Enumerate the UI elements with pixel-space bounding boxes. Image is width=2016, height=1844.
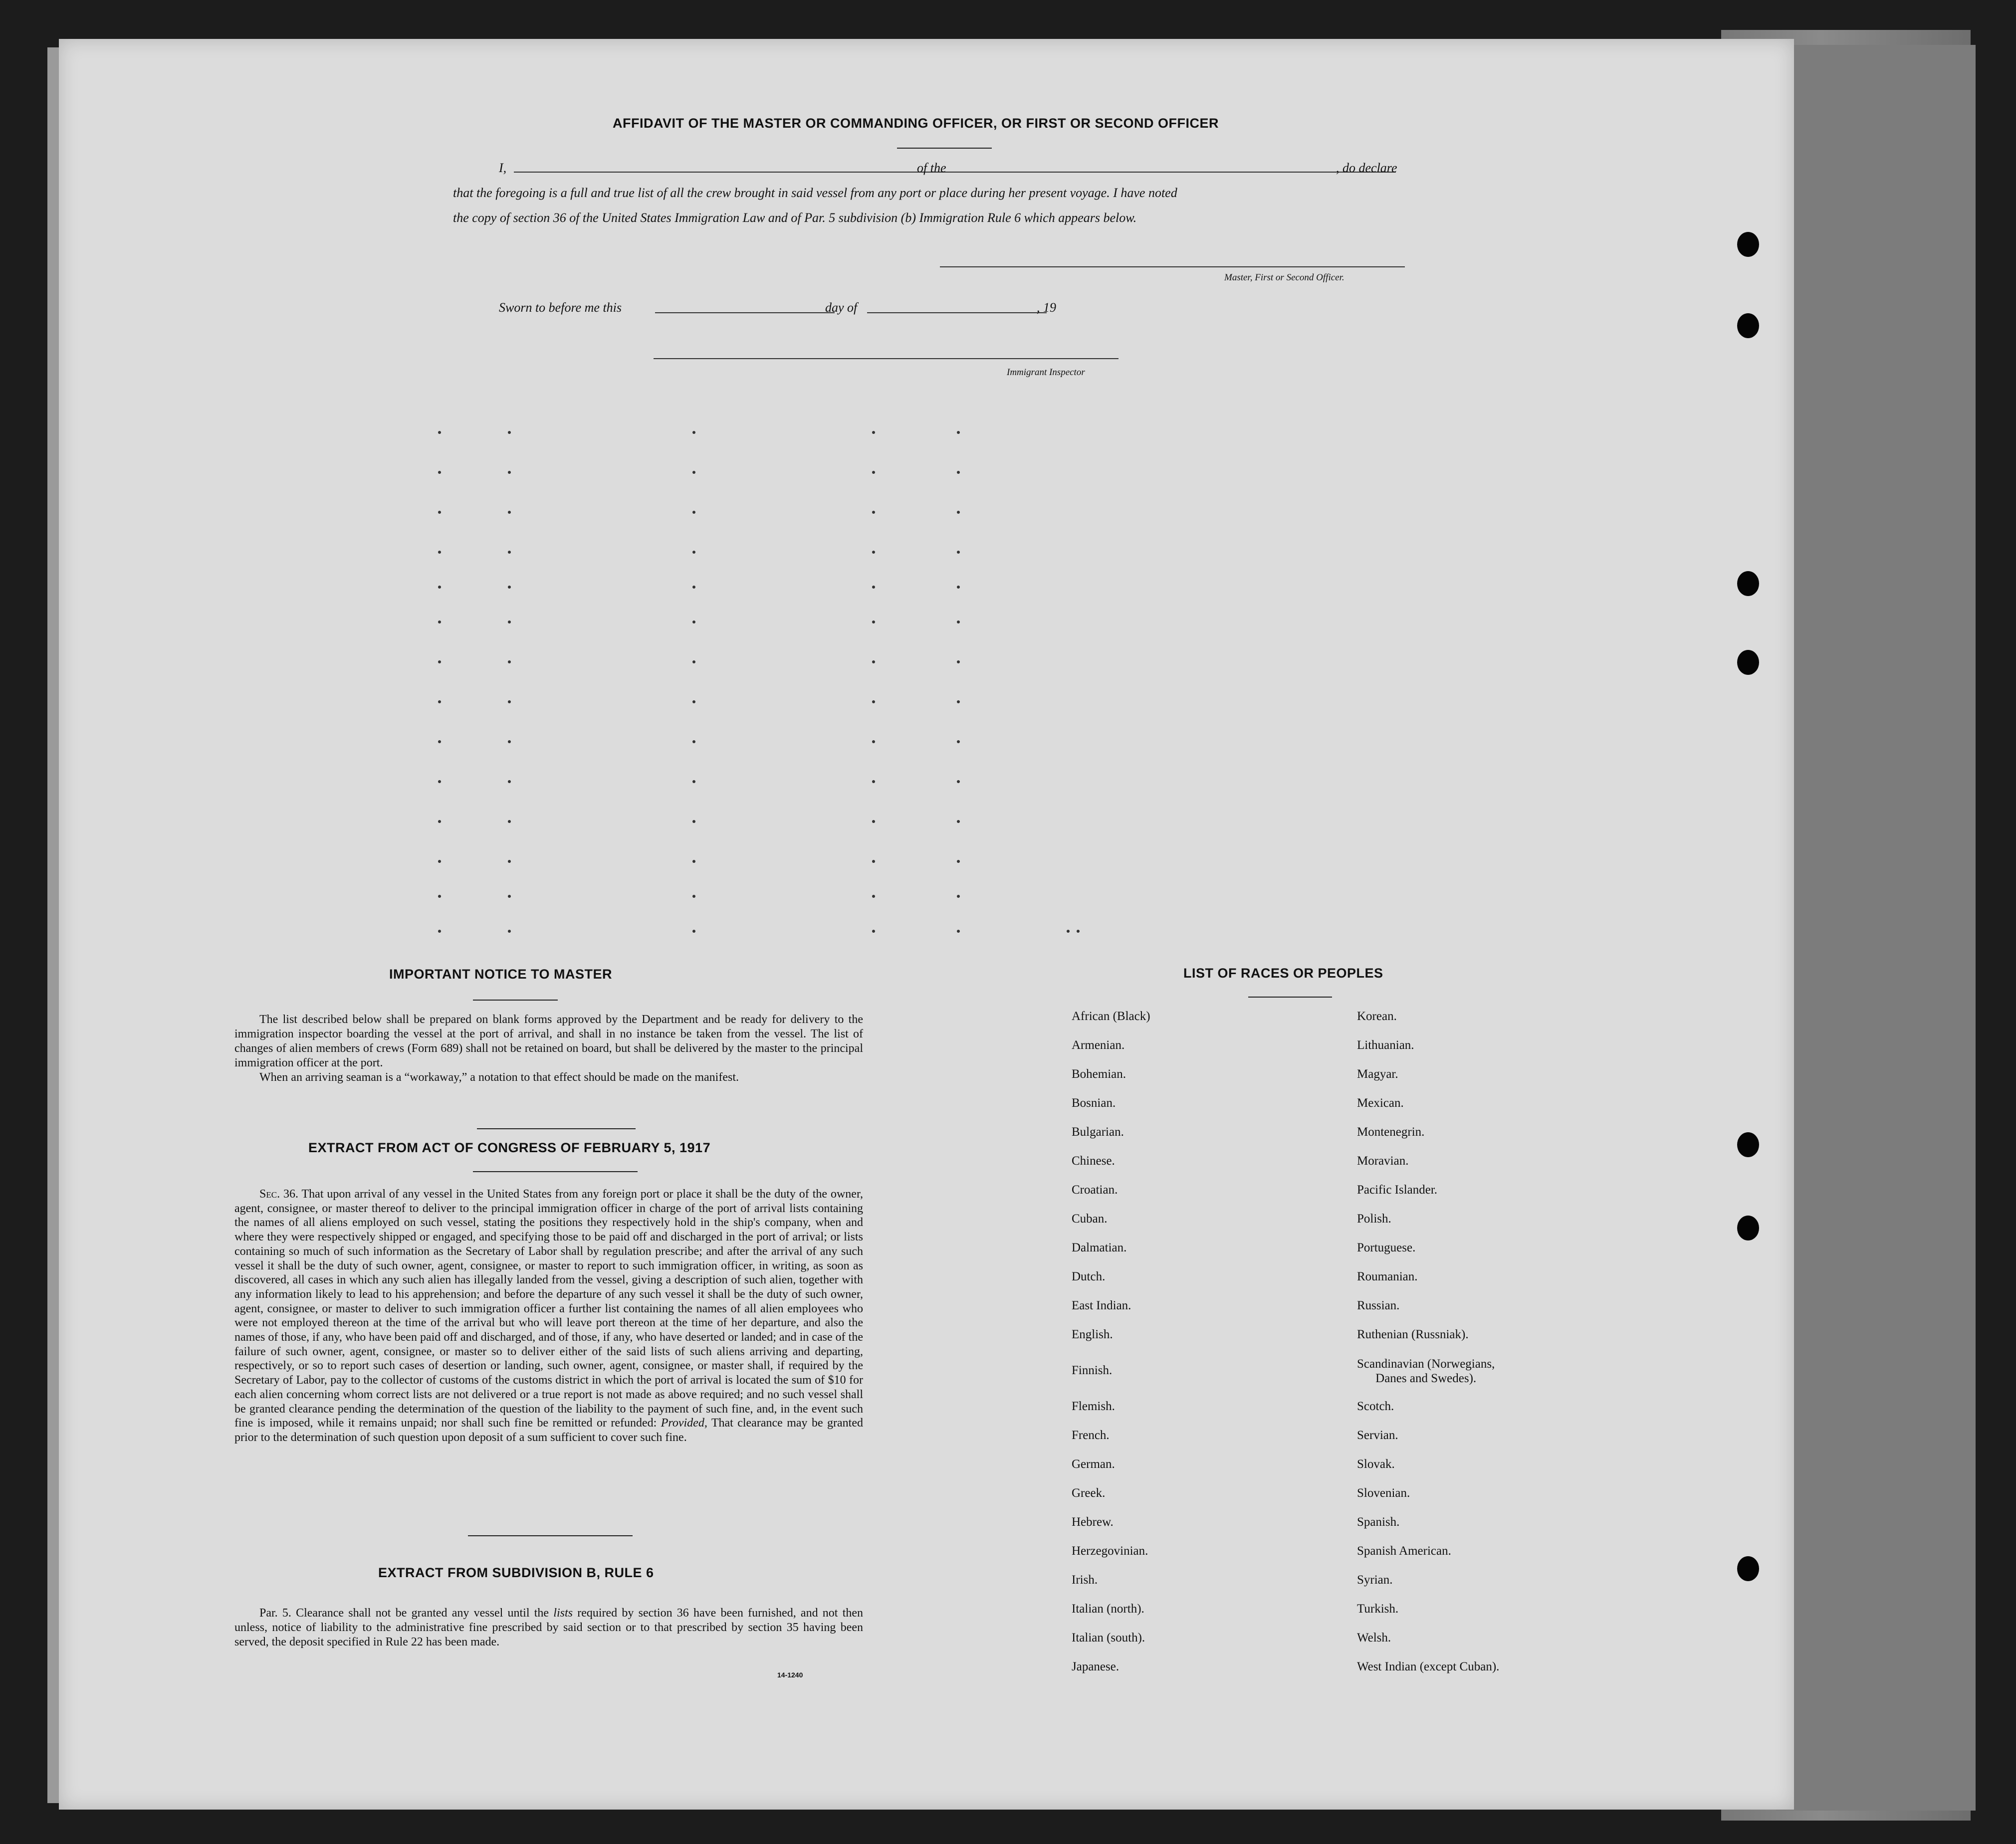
affidavit-line1-mid: of the [917,161,946,175]
race-item: Scandinavian (Norwegians, Danes and Swedes). [1357,1357,1495,1385]
race-item: Lithuanian. [1357,1038,1414,1052]
race-item: Cuban. [1072,1212,1108,1226]
race-item: Scotch. [1357,1400,1394,1413]
inspector-label: Immigrant Inspector [1007,367,1085,378]
race-item: Chinese. [1072,1154,1115,1168]
races-rule [1248,997,1332,998]
race-item: Dalmatian. [1072,1241,1127,1254]
punch-hole [1737,1216,1759,1240]
race-item: Pacific Islander. [1357,1183,1438,1197]
notice-title: IMPORTANT NOTICE TO MASTER [389,967,612,982]
race-item: Spanish. [1357,1515,1400,1529]
master-signature-label: Master, First or Second Officer. [1224,272,1344,283]
day-of-text: day of [825,300,858,315]
punch-hole [1737,650,1759,675]
sworn-month-blank [867,312,1047,313]
race-item: Mexican. [1357,1096,1404,1110]
act-rule [473,1171,638,1172]
race-item: Armenian. [1072,1038,1125,1052]
race-item: Servian. [1357,1429,1398,1442]
rule-text-b: required by section 36 have been furnished, and not then unless, notice of liability to the administrative fine prescribed by said section or to that prescribed by section 35 having been served, the deposit specified in Rule 22 has been made. [234,1607,864,1648]
notice-rule [473,1000,558,1001]
race-item: Hebrew. [1072,1515,1114,1529]
race-item: Italian (north). [1072,1602,1144,1616]
form-number: 14-1240 [777,1671,803,1679]
act-body-end: That clearance may be granted prior to the determination of such question upon deposit of a sum sufficient to cover such fine. [234,1417,863,1444]
rule-title: EXTRACT FROM SUBDIVISION B, RULE 6 [378,1565,654,1580]
lists-word: lists [553,1607,573,1620]
race-item: Bulgarian. [1072,1125,1124,1139]
race-item: Flemish. [1072,1400,1115,1413]
race-item: English. [1072,1328,1113,1341]
punch-hole [1737,571,1759,596]
year-prefix: , 19 [1037,300,1056,315]
rule-section-rule [468,1535,633,1536]
punch-hole [1737,1132,1759,1157]
race-item: Montenegrin. [1357,1125,1425,1139]
race-item: Herzegovinian. [1072,1544,1148,1558]
race-item: Greek. [1072,1486,1106,1500]
notice-end-rule [477,1128,636,1129]
race-item: Ruthenian (Russniak). [1357,1328,1469,1341]
race-item: Korean. [1357,1010,1397,1023]
punch-hole [1737,232,1759,257]
punch-hole [1737,1556,1759,1581]
race-item: Moravian. [1357,1154,1409,1168]
race-item: Portuguese. [1357,1241,1416,1254]
rule-text [234,1606,863,1649]
sec-label: Sec. 36. [259,1188,299,1201]
race-item: Finnish. [1072,1364,1113,1377]
race-item: French. [1072,1429,1110,1442]
title-rule [897,148,992,149]
vessel-blank [952,172,1396,173]
race-item: Syrian. [1357,1573,1393,1587]
race-item: Turkish. [1357,1602,1399,1616]
provided-word: Provided, [661,1417,707,1430]
inspector-signature-line [654,358,1119,359]
affidavit-line2: that the foregoing is a full and true list of all the crew brought in said vessel from any port or place during her present voyage. I have noted [453,186,1177,200]
sworn-text: Sworn to before me this [499,300,622,315]
race-item: Slovenian. [1357,1486,1410,1500]
race-item: Polish. [1357,1212,1391,1226]
race-item: West Indian (except Cuban). [1357,1660,1500,1673]
name-blank [514,172,973,173]
race-item: Roumanian. [1357,1270,1418,1283]
race-item: Russian. [1357,1299,1400,1312]
race-item: Italian (south). [1072,1631,1145,1644]
punch-hole [1737,313,1759,338]
act-text [234,1187,863,1445]
master-signature-line [940,266,1405,267]
race-item: Irish. [1072,1573,1098,1587]
notice-para2: When an arriving seaman is a “workaway,” a notation to that effect should be made on the manifest. [259,1071,739,1084]
race-item: Bosnian. [1072,1096,1116,1110]
races-title: LIST OF RACES OR PEOPLES [1183,966,1383,981]
act-title: EXTRACT FROM ACT OF CONGRESS OF FEBRUARY 5, 1917 [308,1140,711,1155]
manifest-page [59,39,1794,1810]
affidavit-title: AFFIDAVIT OF THE MASTER OR COMMANDING OFFICER, OR FIRST OR SECOND OFFICER [613,116,1219,131]
race-item: Welsh. [1357,1631,1391,1644]
rule-text-a: Par. 5. Clearance shall not be granted any vessel until the [259,1607,549,1620]
affidavit-line3: the copy of section 36 of the United States Immigration Law and of Par. 5 subdivision (b) Immigration Rule 6 which appears below. [453,210,1137,225]
race-item: Croatian. [1072,1183,1118,1197]
race-item: Japanese. [1072,1660,1120,1673]
notice-para1: The list described below shall be prepared on blank forms approved by the Department and be ready for delivery to the immigration inspector boarding the vessel at the port of arrival, and shall in no instance be taken from the vessel. The list of changes of alien members of crews (Form 689) shall not be retained on board, but shall be delivered by the master to the principal immigration officer at the port. [234,1013,863,1069]
race-item: Spanish American. [1357,1544,1451,1558]
affidavit-line1-end: , do declare [1336,161,1397,175]
race-item: Slovak. [1357,1457,1395,1471]
affidavit-line1-start: I, [499,161,507,175]
underlying-page-edge [1776,45,1976,1811]
race-item: East Indian. [1072,1299,1131,1312]
race-item: German. [1072,1457,1115,1471]
race-item: Magyar. [1357,1067,1398,1081]
race-item: Dutch. [1072,1270,1106,1283]
race-item: Bohemian. [1072,1067,1126,1081]
sworn-day-blank [655,312,835,313]
race-item: African (Black) [1072,1010,1150,1023]
act-body: That upon arrival of any vessel in the United States from any foreign port or place it shall be the duty of the owner, agent, consignee, or master thereof to deliver to the principal immigration officer in charge of the port of arrival lists containing the names of all aliens employed on such vessel, stating the positions they respectively hold in the ship's company, when and where they were respectively shipped or engaged, and specifying those to be paid off and discharged in the port of arrival; or lists containing so much of such information as the Secretary of Labor shall by regulation prescribe; and after the arrival of any such vessel it shall be the duty of such owner, agent, consignee, or master to report to such immigration officer, in writing, as soon as discovered, all cases in which any such alien has illegally landed from the vessel, giving a description of such alien, together with any information likely to lead to his apprehension; and before the departure of any such vessel it shall be the duty of such owner, agent, consignee, or master to deliver to such immigration officer a further list containing the names of all alien employees who were not employed thereon at the time of the arrival but who will leave port thereon at the time of her departure, and also the names of those, if any, who have been paid off and discharged, and of those, if any, who have deserted or landed; and in case of the failure of such owner, agent, consignee, or master so to deliver either of the said lists of such aliens arriving and departing, respectively, or so to report such cases of desertion or landing, such owner, agent, consignee, or master shall, if required by the Secretary of Labor, pay to the collector of customs of the customs district in which the port of arrival is located the sum of $10 for each alien concerning whom correct lists are not delivered or a true report is not made as above required; and no such vessel shall be granted clearance pending the determination of the question of the liability to the payment of such fine, and, in the event such fine is imposed, while it remains unpaid; nor shall such fine be remitted or refunded: [234,1188,863,1430]
notice-text [234,1013,863,1085]
